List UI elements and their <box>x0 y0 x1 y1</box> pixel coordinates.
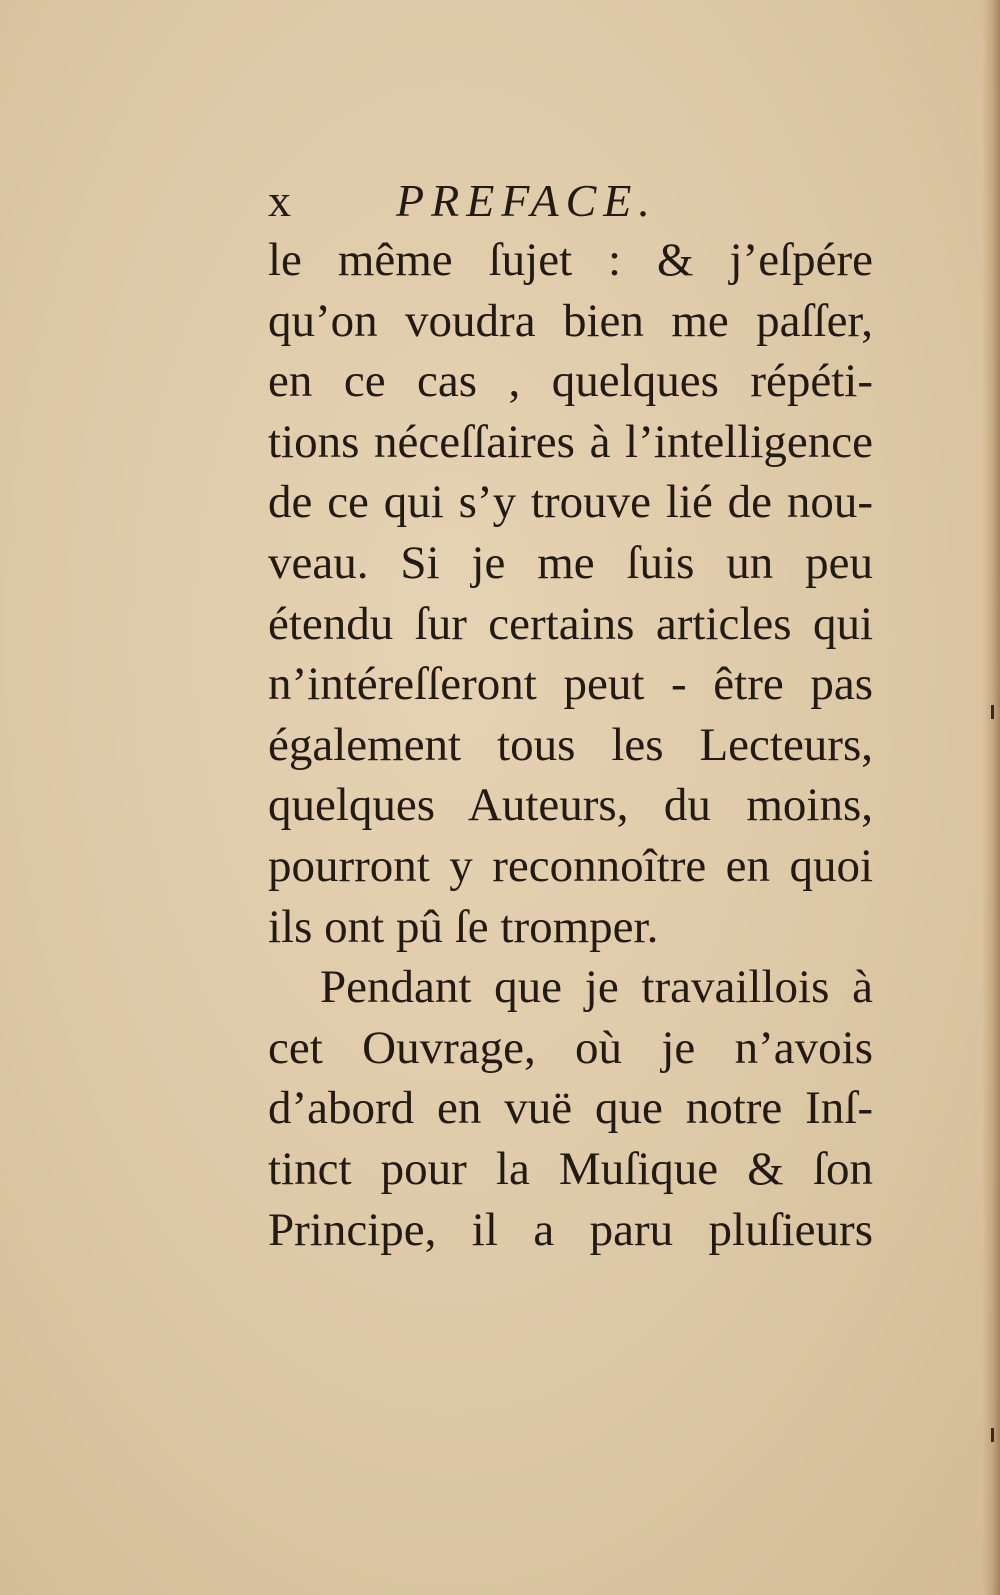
text-block <box>268 172 873 1260</box>
running-header <box>268 172 873 230</box>
text-line: Pendant que je travaillois à <box>320 961 873 1014</box>
text-line: le même ſujet : & j’eſpére <box>268 234 873 286</box>
text-line: qu’on voudra bien me paſſer, <box>268 294 873 347</box>
edge-mark <box>991 705 994 719</box>
text-line: également tous les Lecteurs, <box>268 718 873 771</box>
page-number: x <box>268 175 291 226</box>
text-line: étendu ſur certains articles qui <box>268 597 873 650</box>
text-line: de ce qui s’y trouve lié de nou- <box>268 476 873 529</box>
text-line: pourront y reconnoître en quoi <box>268 839 873 892</box>
text-line: Principe, il a paru pluſieurs <box>268 1203 873 1256</box>
text-line: tions néceſſaires à l’intelligence <box>268 415 873 468</box>
text-line: veau. Si je me ſuis un peu <box>268 536 873 589</box>
text-line: en ce cas , quelques répéti- <box>268 355 873 408</box>
text-line: quelques Auteurs, du moins, <box>268 779 873 832</box>
page-edge-shadow <box>982 0 1000 1595</box>
text-line: n’intéreſſeront peut - être pas <box>268 658 873 711</box>
running-title: PREFACE. <box>396 175 657 226</box>
text-line: cet Ouvrage, où je n’avois <box>268 1021 873 1074</box>
text-line: ils ont pû ſe tromper. <box>268 900 659 953</box>
text-line: tinct pour la Muſique & ſon <box>268 1142 873 1195</box>
text-line: d’abord en vuë que notre Inſ- <box>268 1082 873 1135</box>
edge-mark <box>991 1428 994 1442</box>
